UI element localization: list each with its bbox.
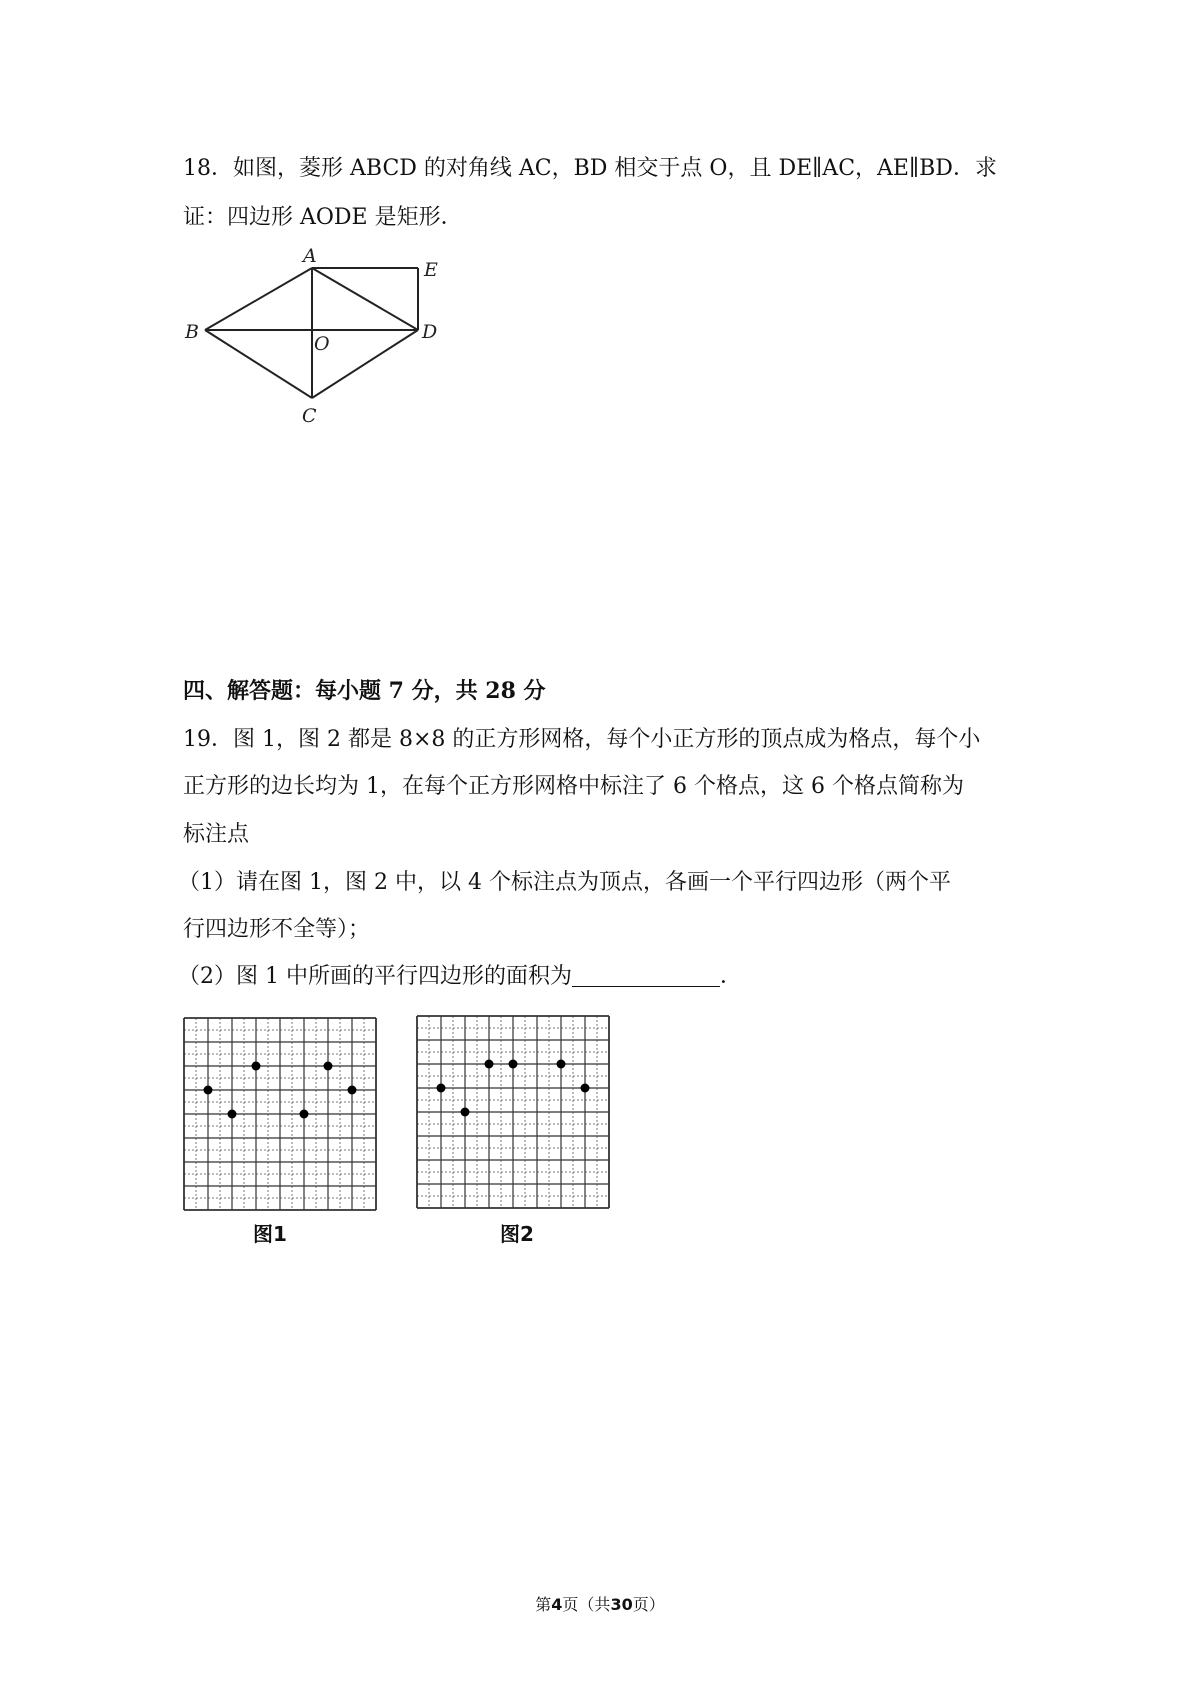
rhombus-diagram <box>180 246 440 426</box>
footer-prefix: 第 <box>535 1595 552 1614</box>
q19-text-line1: 19．图 1，图 2 都是 8×8 的正方形网格，每个小正方形的顶点成为格点，每个小 <box>183 727 981 752</box>
q19-part2-prefix: （2）图 1 中所画的平行四边形的面积为 <box>178 964 572 989</box>
page-footer <box>0 1592 1200 1615</box>
label-b: B <box>185 321 199 343</box>
footer-total-pages: 30 <box>610 1595 633 1614</box>
figure1-marked-point[interactable] <box>348 1086 357 1095</box>
q19-part2-line <box>178 962 742 992</box>
footer-page-number: 4 <box>551 1595 563 1614</box>
answer-blank[interactable] <box>572 964 720 987</box>
figure1-marked-point[interactable] <box>300 1110 309 1119</box>
rhombus-side-ab <box>205 268 312 330</box>
figure2-marked-point[interactable] <box>581 1084 590 1093</box>
figure1-marked-point[interactable] <box>204 1086 213 1095</box>
figure1-marked-point[interactable] <box>252 1062 261 1071</box>
figure1-grid <box>180 1014 380 1214</box>
footer-middle: 页（共 <box>562 1595 611 1614</box>
label-d: D <box>422 321 438 343</box>
q19-text-line2: 正方形的边长均为 1，在每个正方形网格中标注了 6 个格点，这 6 个格点简称为 <box>183 774 964 799</box>
q18-text-line1: 18．如图，菱形 ABCD 的对角线 AC，BD 相交于点 O，且 DE∥AC，AE∥BD．求 <box>183 156 997 181</box>
figure1-marked-point[interactable] <box>324 1062 333 1071</box>
figure2-marked-point[interactable] <box>485 1060 494 1069</box>
section-heading: 四、解答题：每小题 7 分，共 28 分 <box>183 678 546 704</box>
label-e: E <box>424 259 438 281</box>
label-o: O <box>314 333 330 355</box>
q19-part1-line1: （1）请在图 1，图 2 中，以 4 个标注点为顶点，各画一个平行四边形（两个平 <box>178 870 951 895</box>
label-c: C <box>302 405 317 426</box>
figure2-caption: 图2 <box>500 1222 534 1246</box>
figure1-marked-point[interactable] <box>228 1110 237 1119</box>
q19-part1-line2: 行四边形不全等）； <box>183 917 371 942</box>
rhombus-side-ad <box>312 268 418 330</box>
figure2-marked-point[interactable] <box>461 1108 470 1117</box>
rhombus-side-cb <box>205 330 312 398</box>
q19-part2-suffix: ． <box>719 964 742 989</box>
footer-suffix: 页） <box>632 1595 665 1614</box>
q18-text-line2: 证：四边形 AODE 是矩形． <box>183 205 463 230</box>
label-a: A <box>303 246 317 267</box>
figure2-grid <box>413 1012 613 1212</box>
figure2-marked-point[interactable] <box>437 1084 446 1093</box>
figure2-marked-point[interactable] <box>557 1060 566 1069</box>
figure2-marked-point[interactable] <box>509 1060 518 1069</box>
figure1-caption: 图1 <box>253 1222 287 1246</box>
q19-text-line3: 标注点 <box>183 822 250 847</box>
